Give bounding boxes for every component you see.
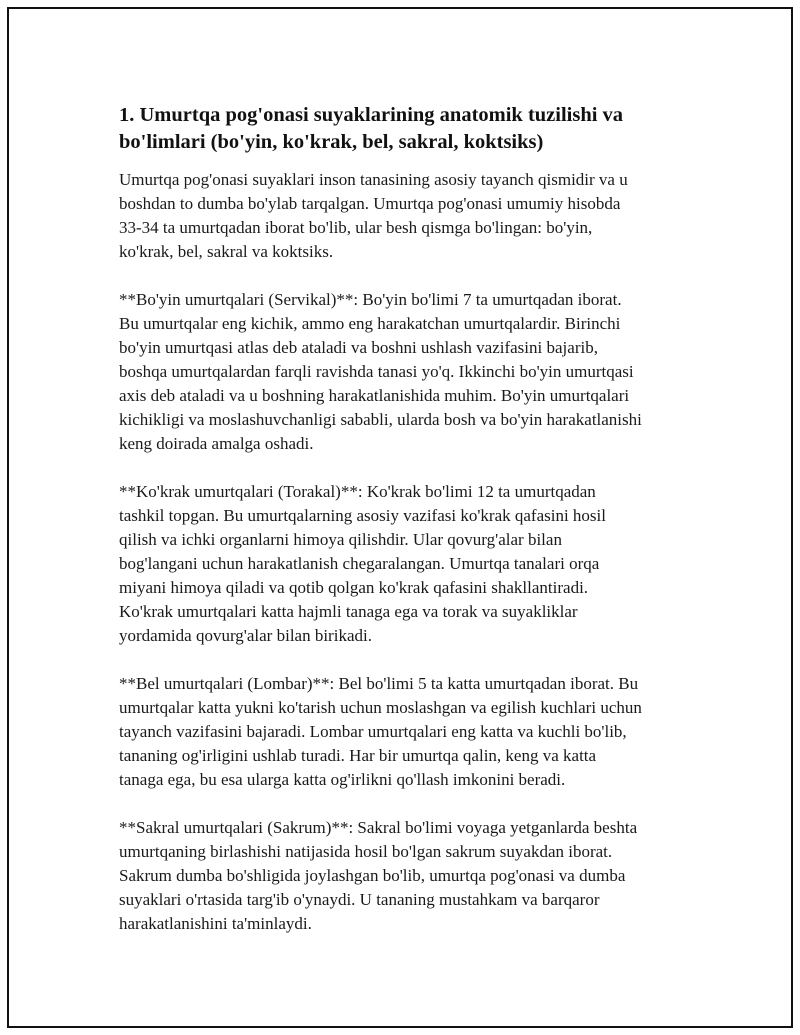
text-line: tashkil topgan. Bu umurtqalarning asosiy vazifasi ko'krak qafasini hosil <box>119 506 606 525</box>
text-line: harakatlanishini ta'minlaydi. <box>119 914 312 933</box>
lumbar-paragraph <box>119 672 699 792</box>
text-line: umurtqaning birlashishi natijasida hosil bo'lgan sakrum suyakdan iborat. <box>119 842 613 861</box>
title-line: bo'limlari (bo'yin, ko'krak, bel, sakral, koktsiks) <box>119 131 544 153</box>
text-line: boshdan to dumba bo'ylab tarqalgan. Umurtqa pog'onasi umumiy hisobda <box>119 194 621 213</box>
text-line: tanaga ega, bu esa ularga katta og'irlikni qo'llash imkonini beradi. <box>119 770 566 789</box>
cervical-paragraph <box>119 288 699 456</box>
text-line: kichikligi va moslashuvchanligi sababli, ularda bosh va bo'yin harakatlanishi <box>119 410 642 429</box>
text-line: boshqa umurtqalardan farqli ravishda tanasi yo'q. Ikkinchi bo'yin umurtqasi <box>119 362 634 381</box>
sacral-paragraph <box>119 816 699 936</box>
text-line: 33-34 ta umurtqadan iborat bo'lib, ular besh qismga bo'lingan: bo'yin, <box>119 218 593 237</box>
text-line: **Sakral umurtqalari (Sakrum)**: Sakral bo'limi voyaga yetganlarda beshta <box>119 818 638 837</box>
text-line: keng doirada amalga oshadi. <box>119 434 314 453</box>
text-line: ko'krak, bel, sakral va koktsiks. <box>119 242 334 261</box>
text-line: tayanch vazifasini bajaradi. Lombar umurtqalari eng katta va kuchli bo'lib, <box>119 722 627 741</box>
section-title <box>119 102 699 156</box>
text-line: qilish va ichki organlarni himoya qilishdir. Ular qovurg'alar bilan <box>119 530 562 549</box>
title-line: 1. Umurtqa pog'onasi suyaklarining anatomik tuzilishi va <box>119 104 624 126</box>
text-line: tananing og'irligini ushlab turadi. Har bir umurtqa qalin, keng va katta <box>119 746 597 765</box>
text-line: Bu umurtqalar eng kichik, ammo eng harakatchan umurtqalardir. Birinchi <box>119 314 621 333</box>
text-line: **Bo'yin umurtqalari (Servikal)**: Bo'yin bo'limi 7 ta umurtqadan iborat. <box>119 290 622 309</box>
text-line: axis deb ataladi va u boshning harakatlanishida muhim. Bo'yin umurtqalari <box>119 386 630 405</box>
text-line: Ko'krak umurtqalari katta hajmli tanaga ega va torak va suyakliklar <box>119 602 578 621</box>
text-line: **Ko'krak umurtqalari (Torakal)**: Ko'krak bo'limi 12 ta umurtqadan <box>119 482 596 501</box>
text-line: Umurtqa pog'onasi suyaklari inson tanasining asosiy tayanch qismidir va u <box>119 170 628 189</box>
thoracic-paragraph <box>119 480 699 648</box>
intro-paragraph <box>119 168 699 264</box>
page-frame <box>7 7 793 1028</box>
text-line: suyaklari o'rtasida targ'ib o'ynaydi. U tananing mustahkam va barqaror <box>119 890 600 909</box>
text-line: **Bel umurtqalari (Lombar)**: Bel bo'limi 5 ta katta umurtqadan iborat. Bu <box>119 674 639 693</box>
text-line: bo'yin umurtqasi atlas deb ataladi va boshni ushlash vazifasini bajarib, <box>119 338 598 357</box>
text-line: yordamida qovurg'alar bilan birikadi. <box>119 626 372 645</box>
text-line: miyani himoya qiladi va qotib qolgan ko'krak qafasini shakllantiradi. <box>119 578 589 597</box>
document-body <box>119 102 699 960</box>
text-line: umurtqalar katta yukni ko'tarish uchun moslashgan va egilish kuchlari uchun <box>119 698 642 717</box>
text-line: Sakrum dumba bo'shligida joylashgan bo'lib, umurtqa pog'onasi va dumba <box>119 866 626 885</box>
text-line: bog'langani uchun harakatlanish chegaralangan. Umurtqa tanalari orqa <box>119 554 600 573</box>
